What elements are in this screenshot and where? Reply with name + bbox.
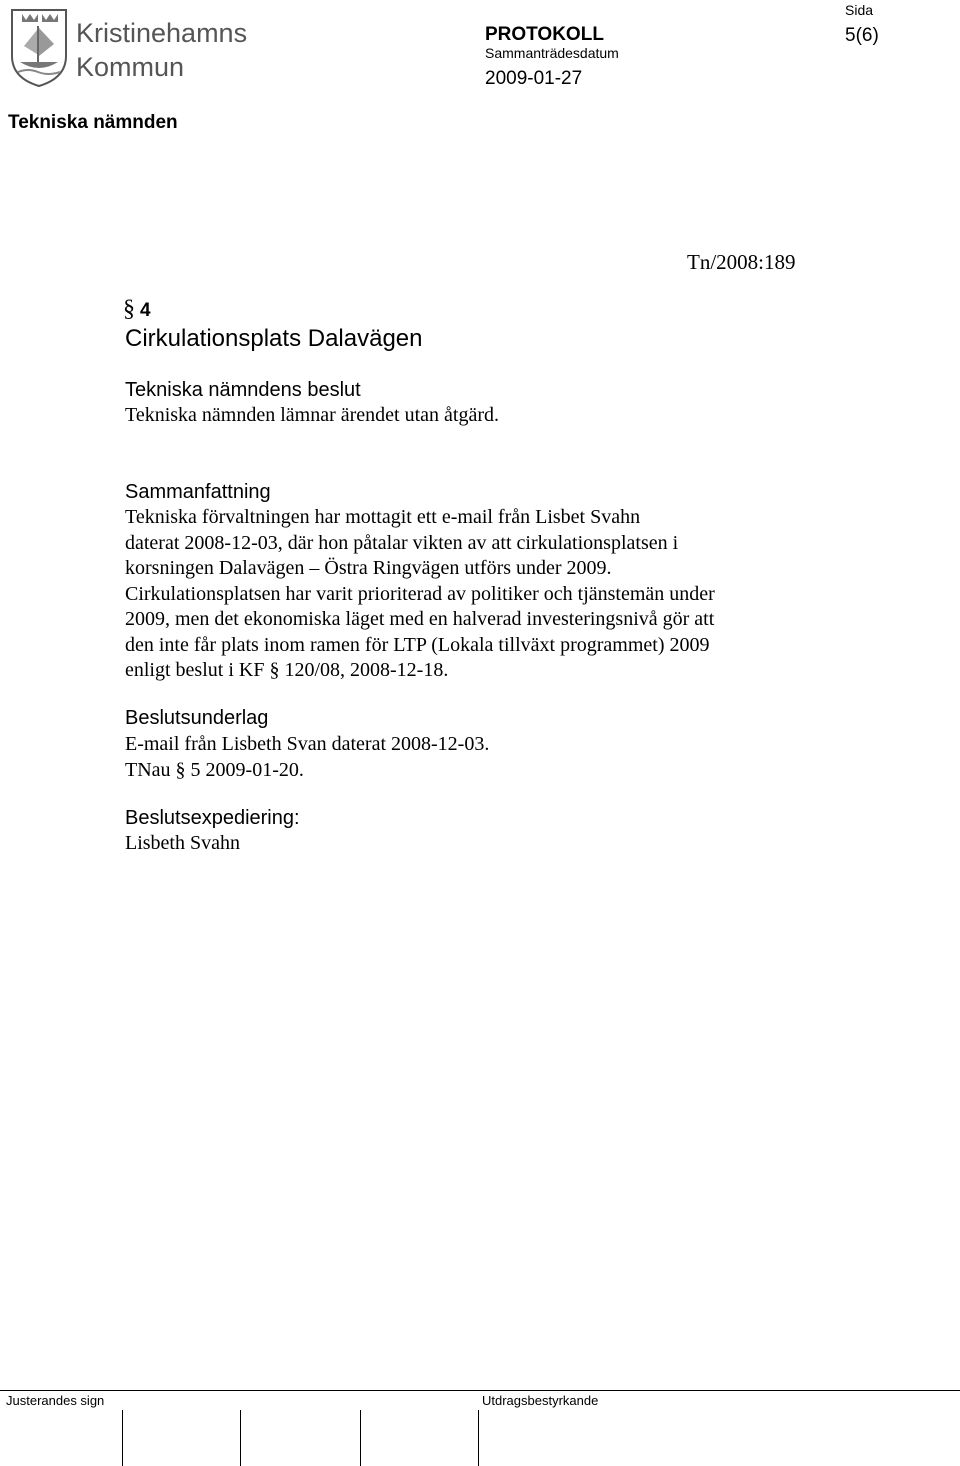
logo-wordmark-line2: Kommun — [76, 52, 185, 82]
document-type: PROTOKOLL — [485, 24, 604, 45]
basis-line: TNau § 5 2009-01-20. — [125, 758, 304, 781]
dispatch-heading: Beslutsexpediering: — [125, 807, 300, 829]
dispatch-line: Lisbeth Svahn — [125, 832, 240, 854]
page-label: Sida — [845, 2, 874, 18]
basis-line: E-mail från Lisbeth Svan daterat 2008-12-03. — [125, 733, 490, 755]
summary-heading: Sammanfattning — [125, 481, 271, 503]
signature-box-divider — [240, 1410, 241, 1466]
municipality-logo — [8, 4, 248, 90]
case-reference: Tn/2008:189 — [687, 250, 796, 274]
summary-line: Tekniska förvaltningen har mottagit ett e-mail från Lisbet Svahn — [125, 506, 641, 528]
paragraph-number: 4 — [140, 300, 151, 321]
meeting-date: 2009-01-27 — [485, 68, 583, 89]
utdragsbestyrkande-label: Utdragsbestyrkande — [482, 1393, 599, 1408]
footer-divider — [0, 1390, 960, 1391]
coat-of-arms-icon — [8, 4, 248, 90]
summary-line: den inte får plats inom ramen för LTP (Lokala tillväxt programmet) 2009 — [125, 633, 710, 656]
dispatch-text — [125, 831, 925, 857]
summary-text — [125, 505, 925, 684]
paragraph-mark: § — [123, 296, 135, 322]
signature-box-divider — [122, 1410, 123, 1466]
decision-text: Tekniska nämnden lämnar ärendet utan åtgärd. — [125, 404, 500, 426]
decision-heading: Tekniska nämndens beslut — [125, 379, 361, 401]
signature-box-divider — [478, 1410, 479, 1466]
basis-heading: Beslutsunderlag — [125, 707, 269, 729]
summary-line: enligt beslut i KF § 120/08, 2008-12-18. — [125, 659, 449, 681]
item-title: Cirkulationsplats Dalavägen — [125, 325, 423, 352]
justerandes-sign-label: Justerandes sign — [6, 1393, 105, 1408]
summary-line: 2009, men det ekonomiska läget med en halverad investeringsnivå gör att — [125, 608, 715, 630]
meeting-date-label: Sammanträdesdatum — [485, 45, 619, 61]
page-number: 5(6) — [845, 25, 879, 46]
summary-line: korsningen Dalavägen – Östra Ringvägen utförs under 2009. — [125, 557, 612, 579]
summary-line: daterat 2008-12-03, där hon påtalar vikten av att cirkulationsplatsen i — [125, 531, 679, 554]
logo-wordmark-line1: Kristinehamns — [76, 18, 248, 48]
summary-line: Cirkulationsplatsen har varit prioriterad av politiker och tjänstemän under — [125, 582, 715, 605]
organisation-name: Tekniska nämnden — [8, 112, 178, 133]
signature-box-divider — [360, 1410, 361, 1466]
basis-text — [125, 732, 925, 783]
